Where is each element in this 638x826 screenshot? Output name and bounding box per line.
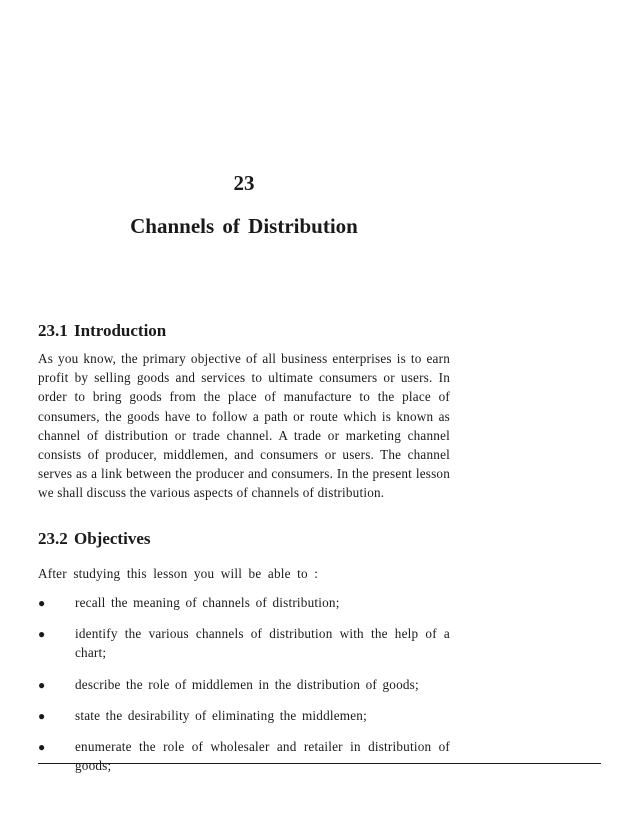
list-item [38,706,450,725]
list-item-text: identify the various channels of distribution with the help of a chart; [75,626,450,661]
list-item-text: describe the role of middlemen in the distribution of goods; [75,676,419,692]
introduction-paragraph: As you know, the primary objective of all business enterprises is to earn profit by selling goods and services to ultimate consumers or users. In order to bring goods from the place of manufacture to the place of consumers, the goods have to follow a path or route which is known as channel of distribution or trade channel. A trade or marketing channel consists of producer, middlemen, and consumers or users. The channel serves as a link between the producer and consumers. In the present lesson we shall discuss the various aspects of channels of distribution. [38,351,450,501]
bullet-icon: ● [38,708,46,723]
list-item-text: state the desirability of eliminating the middlemen; [75,707,367,723]
chapter-title: Channels of Distribution [130,214,358,238]
list-item-text: recall the meaning of channels of distribution; [75,595,340,610]
list-item [38,737,450,775]
bullet-icon: ● [38,677,46,692]
bullet-icon: ● [38,596,46,610]
bullet-icon: ● [38,740,46,755]
list-item [38,624,450,662]
bottom-rule [38,763,601,764]
list-item [38,593,450,612]
list-item [38,675,450,694]
chapter-number: 23 [233,171,255,195]
objectives-list [38,593,450,787]
objectives-heading: 23.2 Objectives [38,529,151,548]
objectives-intro: After studying this lesson you will be able to : [38,566,319,581]
list-item-text: enumerate the role of wholesaler and retailer in distribution of goods; [75,739,450,774]
bullet-icon: ● [38,627,46,642]
introduction-heading: 23.1 Introduction [38,321,167,340]
